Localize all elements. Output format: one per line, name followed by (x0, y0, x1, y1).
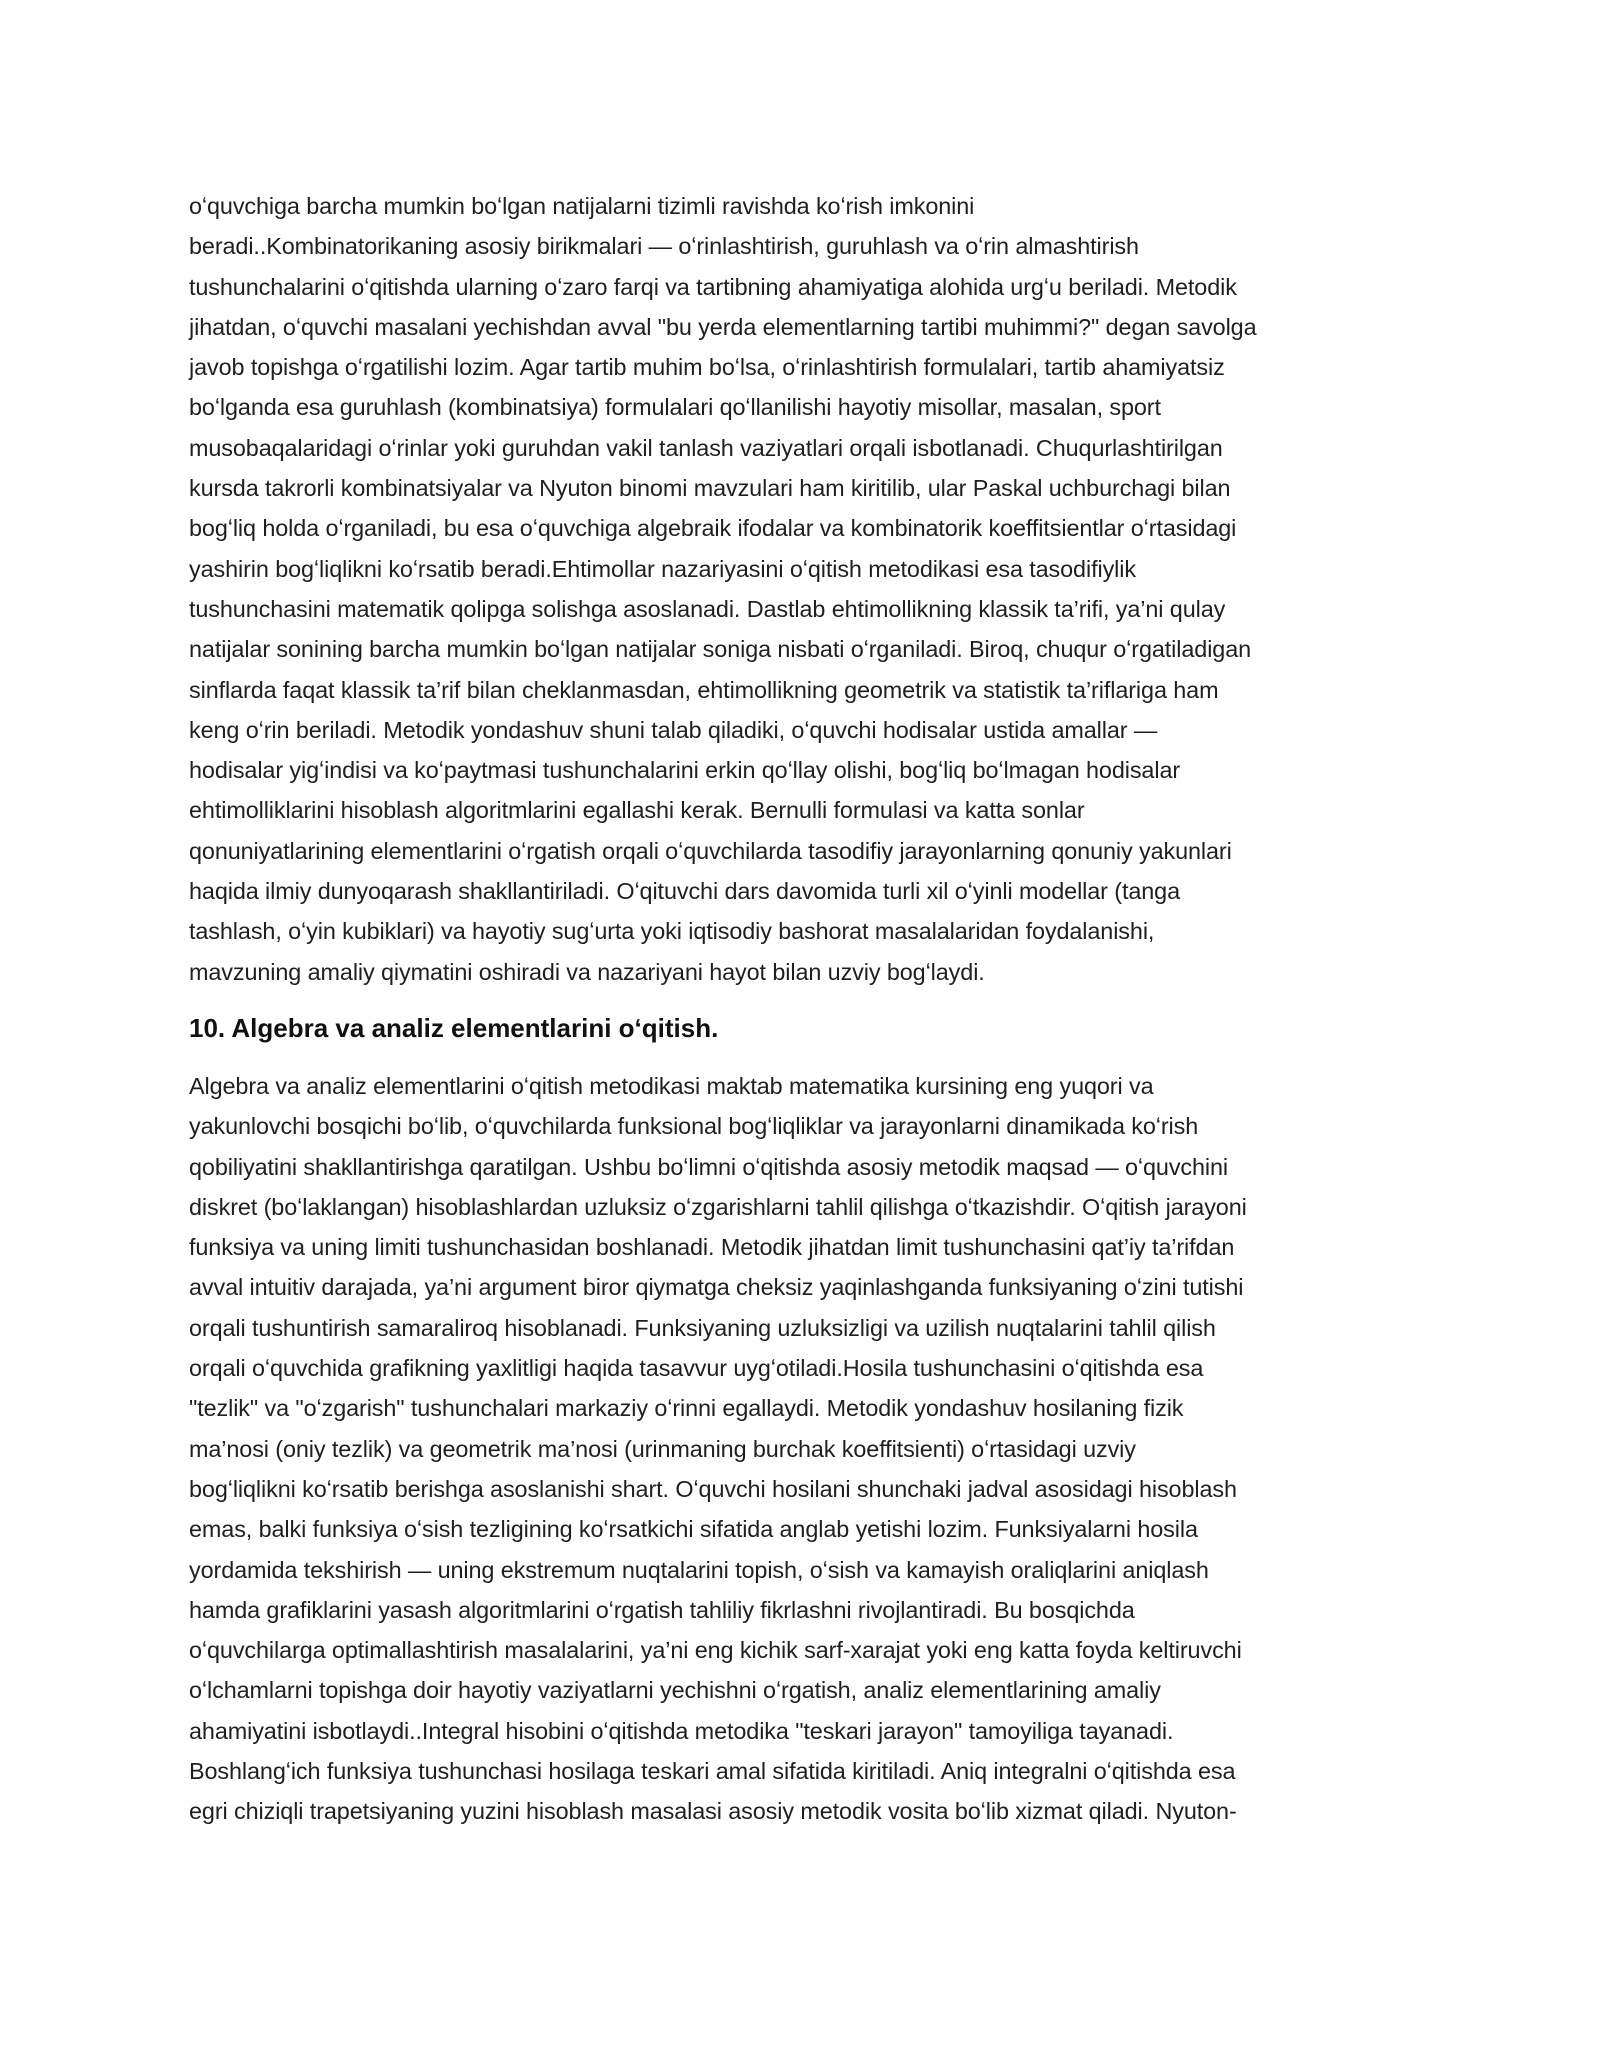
section-heading: 10. Algebra va analiz elementlarini oʻqitish. (189, 1012, 719, 1043)
body-paragraph: oʻquvchiga barcha mumkin boʻlgan natijalarni tizimli ravishda koʻrish imkonini beradi..Kombinatorikaning asosiy birikmalari — oʻrinlashtirish, guruhlash va oʻrin almashtirish tushunchalarini oʻqitishda ularning oʻzaro farqi va tartibning ahamiyatiga alohida urgʻu beriladi. Metodik jihatdan, oʻquvchi masalani yechishdan avval "bu yerda elementlarning tartibi muhimmi?" degan savolga javob topishga oʻrgatilishi lozim. Agar tartib muhim boʻlsa, oʻrinlashtirish formulalari, tartib ahamiyatsiz boʻlganda esa guruhlash (kombinatsiya) formulalari qoʻllanilishi hayotiy misollar, masalan, sport musobaqalaridagi oʻrinlar yoki guruhdan vakil tanlash vaziyatlari orqali isbotlanadi. Chuqurlashtirilgan kursda takrorli kombinatsiyalar va Nyuton binomi mavzulari ham kiritilib, ular Paskal uchburchagi bilan bogʻliq holda oʻrganiladi, bu esa oʻquvchiga algebraik ifodalar va kombinatorik koeffitsientlar oʻrtasidagi yashirin bogʻliqlikni koʻrsatib beradi.Ehtimollar nazariyasini oʻqitish metodikasi esa tasodifiylik tushunchasini matematik qolipga solishga asoslanadi. Dastlab ehtimollikning klassik ta’rifi, ya’ni qulay natijalar sonining barcha mumkin boʻlgan natijalar soniga nisbati oʻrganiladi. Biroq, chuqur oʻrgatiladigan sinflarda faqat klassik ta’rif bilan cheklanmasdan, ehtimollikning geometrik va statistik ta’riflariga ham keng oʻrin beriladi. Metodik yondashuv shuni talab qiladiki, oʻquvchi hodisalar ustida amallar — hodisalar yigʻindisi va koʻpaytmasi tushunchalarini erkin qoʻllay olishi, bogʻliq boʻlmagan hodisalar ehtimolliklarini hisoblash algoritmlarini egallashi kerak. Bernulli formulasi va katta sonlar qonuniyatlarining elementlarini oʻrgatish orqali oʻquvchilarda tasodifiy jarayonlarning qonuniy yakunlari haqida ilmiy dunyoqarash shakllantiriladi. Oʻqituvchi dars davomida turli xil oʻyinli modellar (tanga tashlash, oʻyin kubiklari) va hayotiy sugʻurta yoki iqtisodiy bashorat masalalaridan foydalanishi, mavzuning amaliy qiymatini oshiradi va nazariyani hayot bilan uzviy bogʻlaydi. (189, 193, 1257, 985)
document-page (189, 186, 1411, 1832)
body-paragraph: Algebra va analiz elementlarini oʻqitish metodikasi maktab matematika kursining eng yuqori va yakunlovchi bosqichi boʻlib, oʻquvchilarda funksional bogʻliqliklar va jarayonlarni dinamikada koʻrish qobiliyatini shakllantirishga qaratilgan. Ushbu boʻlimni oʻqitishda asosiy metodik maqsad — oʻquvchini diskret (boʻlaklangan) hisoblashlardan uzluksiz oʻzgarishlarni tahlil qilishga oʻtkazishdir. Oʻqitish jarayoni funksiya va uning limiti tushunchasidan boshlanadi. Metodik jihatdan limit tushunchasini qat’iy ta’rifdan avval intuitiv darajada, ya’ni argument biror qiymatga cheksiz yaqinlashganda funksiyaning oʻzini tutishi orqali tushuntirish samaraliroq hisoblanadi. Funksiyaning uzluksizligi va uzilish nuqtalarini tahlil qilish orqali oʻquvchida grafikning yaxlitligi haqida tasavvur uygʻotiladi.Hosila tushunchasini oʻqitishda esa "tezlik" va "oʻzgarish" tushunchalari markaziy oʻrinni egallaydi. Metodik yondashuv hosilaning fizik ma’nosi (oniy tezlik) va geometrik ma’nosi (urinmaning burchak koeffitsienti) oʻrtasidagi uzviy bogʻliqlikni koʻrsatib berishga asoslanishi shart. Oʻquvchi hosilani shunchaki jadval asosidagi hisoblash emas, balki funksiya oʻsish tezligining koʻrsatkichi sifatida anglab yetishi lozim. Funksiyalarni hosila yordamida tekshirish — uning ekstremum nuqtalarini topish, oʻsish va kamayish oraliqlarini aniqlash hamda grafiklarini yasash algoritmlarini oʻrgatish tahliliy fikrlashni rivojlantiradi. Bu bosqichda oʻquvchilarga optimallashtirish masalalarini, ya’ni eng kichik sarf-xarajat yoki eng katta foyda keltiruvchi oʻlchamlarni topishga doir hayotiy vaziyatlarni yechishni oʻrgatish, analiz elementlarining amaliy ahamiyatini isbotlaydi..Integral hisobini oʻqitishda metodika "teskari jarayon" tamoyiliga tayanadi. Boshlangʻich funksiya tushunchasi hosilaga teskari amal sifatida kiritiladi. Aniq integralni oʻqitishda esa egri chiziqli trapetsiyaning yuzini hisoblash masalasi asosiy metodik vosita boʻlib xizmat qiladi. Nyuton- (189, 1072, 1247, 1825)
